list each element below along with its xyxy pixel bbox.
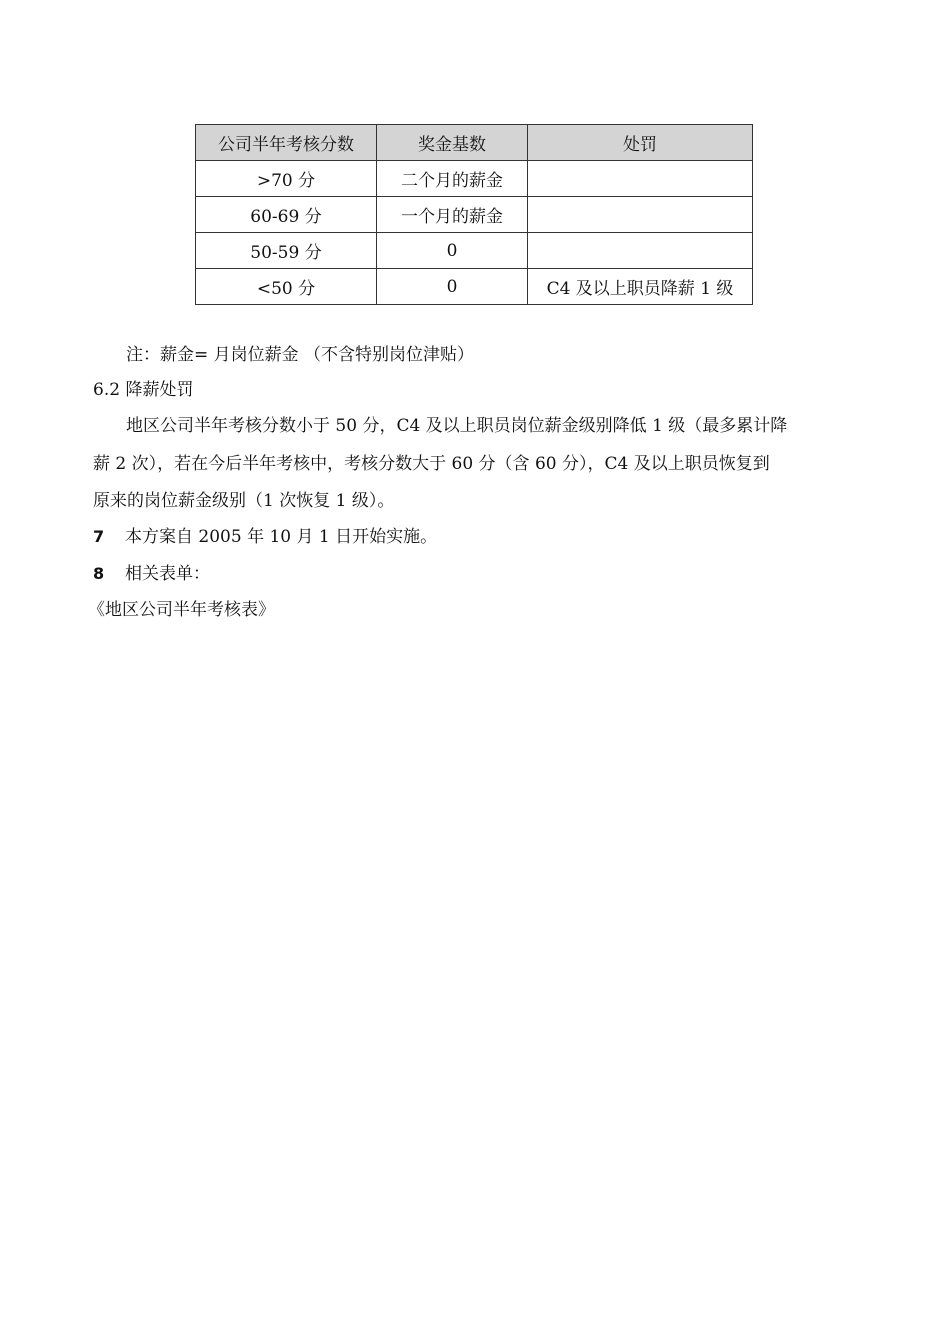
table-row xyxy=(196,161,753,197)
cell-penalty xyxy=(528,161,753,197)
section-7-number: 7 xyxy=(93,527,105,546)
cell-score: 60-69 分 xyxy=(196,197,377,233)
section-6-2-paragraph-line: 薪 2 次），若在今后半年考核中，考核分数大于 60 分（含 60 分），C4 及以上职员恢复到 xyxy=(93,454,770,474)
cell-bonus-base: 二个月的薪金 xyxy=(377,161,528,197)
cell-bonus-base: 一个月的薪金 xyxy=(377,197,528,233)
section-6-2-paragraph-line: 原来的岗位薪金级别（1 次恢复 1 级）。 xyxy=(93,491,395,511)
cell-score: >70 分 xyxy=(196,161,377,197)
table-header-row xyxy=(196,125,753,161)
cell-penalty: C4 及以上职员降薪 1 级 xyxy=(528,269,753,305)
cell-penalty xyxy=(528,197,753,233)
table-row xyxy=(196,233,753,269)
salary-note: 注：薪金= 月岗位薪金 （不含特别岗位津贴） xyxy=(126,345,475,365)
header-score: 公司半年考核分数 xyxy=(196,125,377,161)
section-7 xyxy=(93,525,437,549)
section-7-text: 本方案自 2005 年 10 月 1 日开始实施。 xyxy=(125,527,438,547)
header-penalty: 处罚 xyxy=(528,125,753,161)
section-8 xyxy=(93,562,210,586)
section-6-2-title: 6.2 降薪处罚 xyxy=(93,380,194,400)
cell-score: 50-59 分 xyxy=(196,233,377,269)
bonus-table xyxy=(195,124,753,305)
section-6-2-paragraph-line: 地区公司半年考核分数小于 50 分，C4 及以上职员岗位薪金级别降低 1 级（最多累计降 xyxy=(126,416,788,436)
cell-score: <50 分 xyxy=(196,269,377,305)
cell-penalty xyxy=(528,233,753,269)
section-8-number: 8 xyxy=(93,564,105,583)
header-bonus-base: 奖金基数 xyxy=(377,125,528,161)
section-8-text: 相关表单： xyxy=(125,564,210,584)
table-row xyxy=(196,197,753,233)
table-row xyxy=(196,269,753,305)
cell-bonus-base: 0 xyxy=(377,269,528,305)
form-reference: 《地区公司半年考核表》 xyxy=(88,600,275,620)
cell-bonus-base: 0 xyxy=(377,233,528,269)
